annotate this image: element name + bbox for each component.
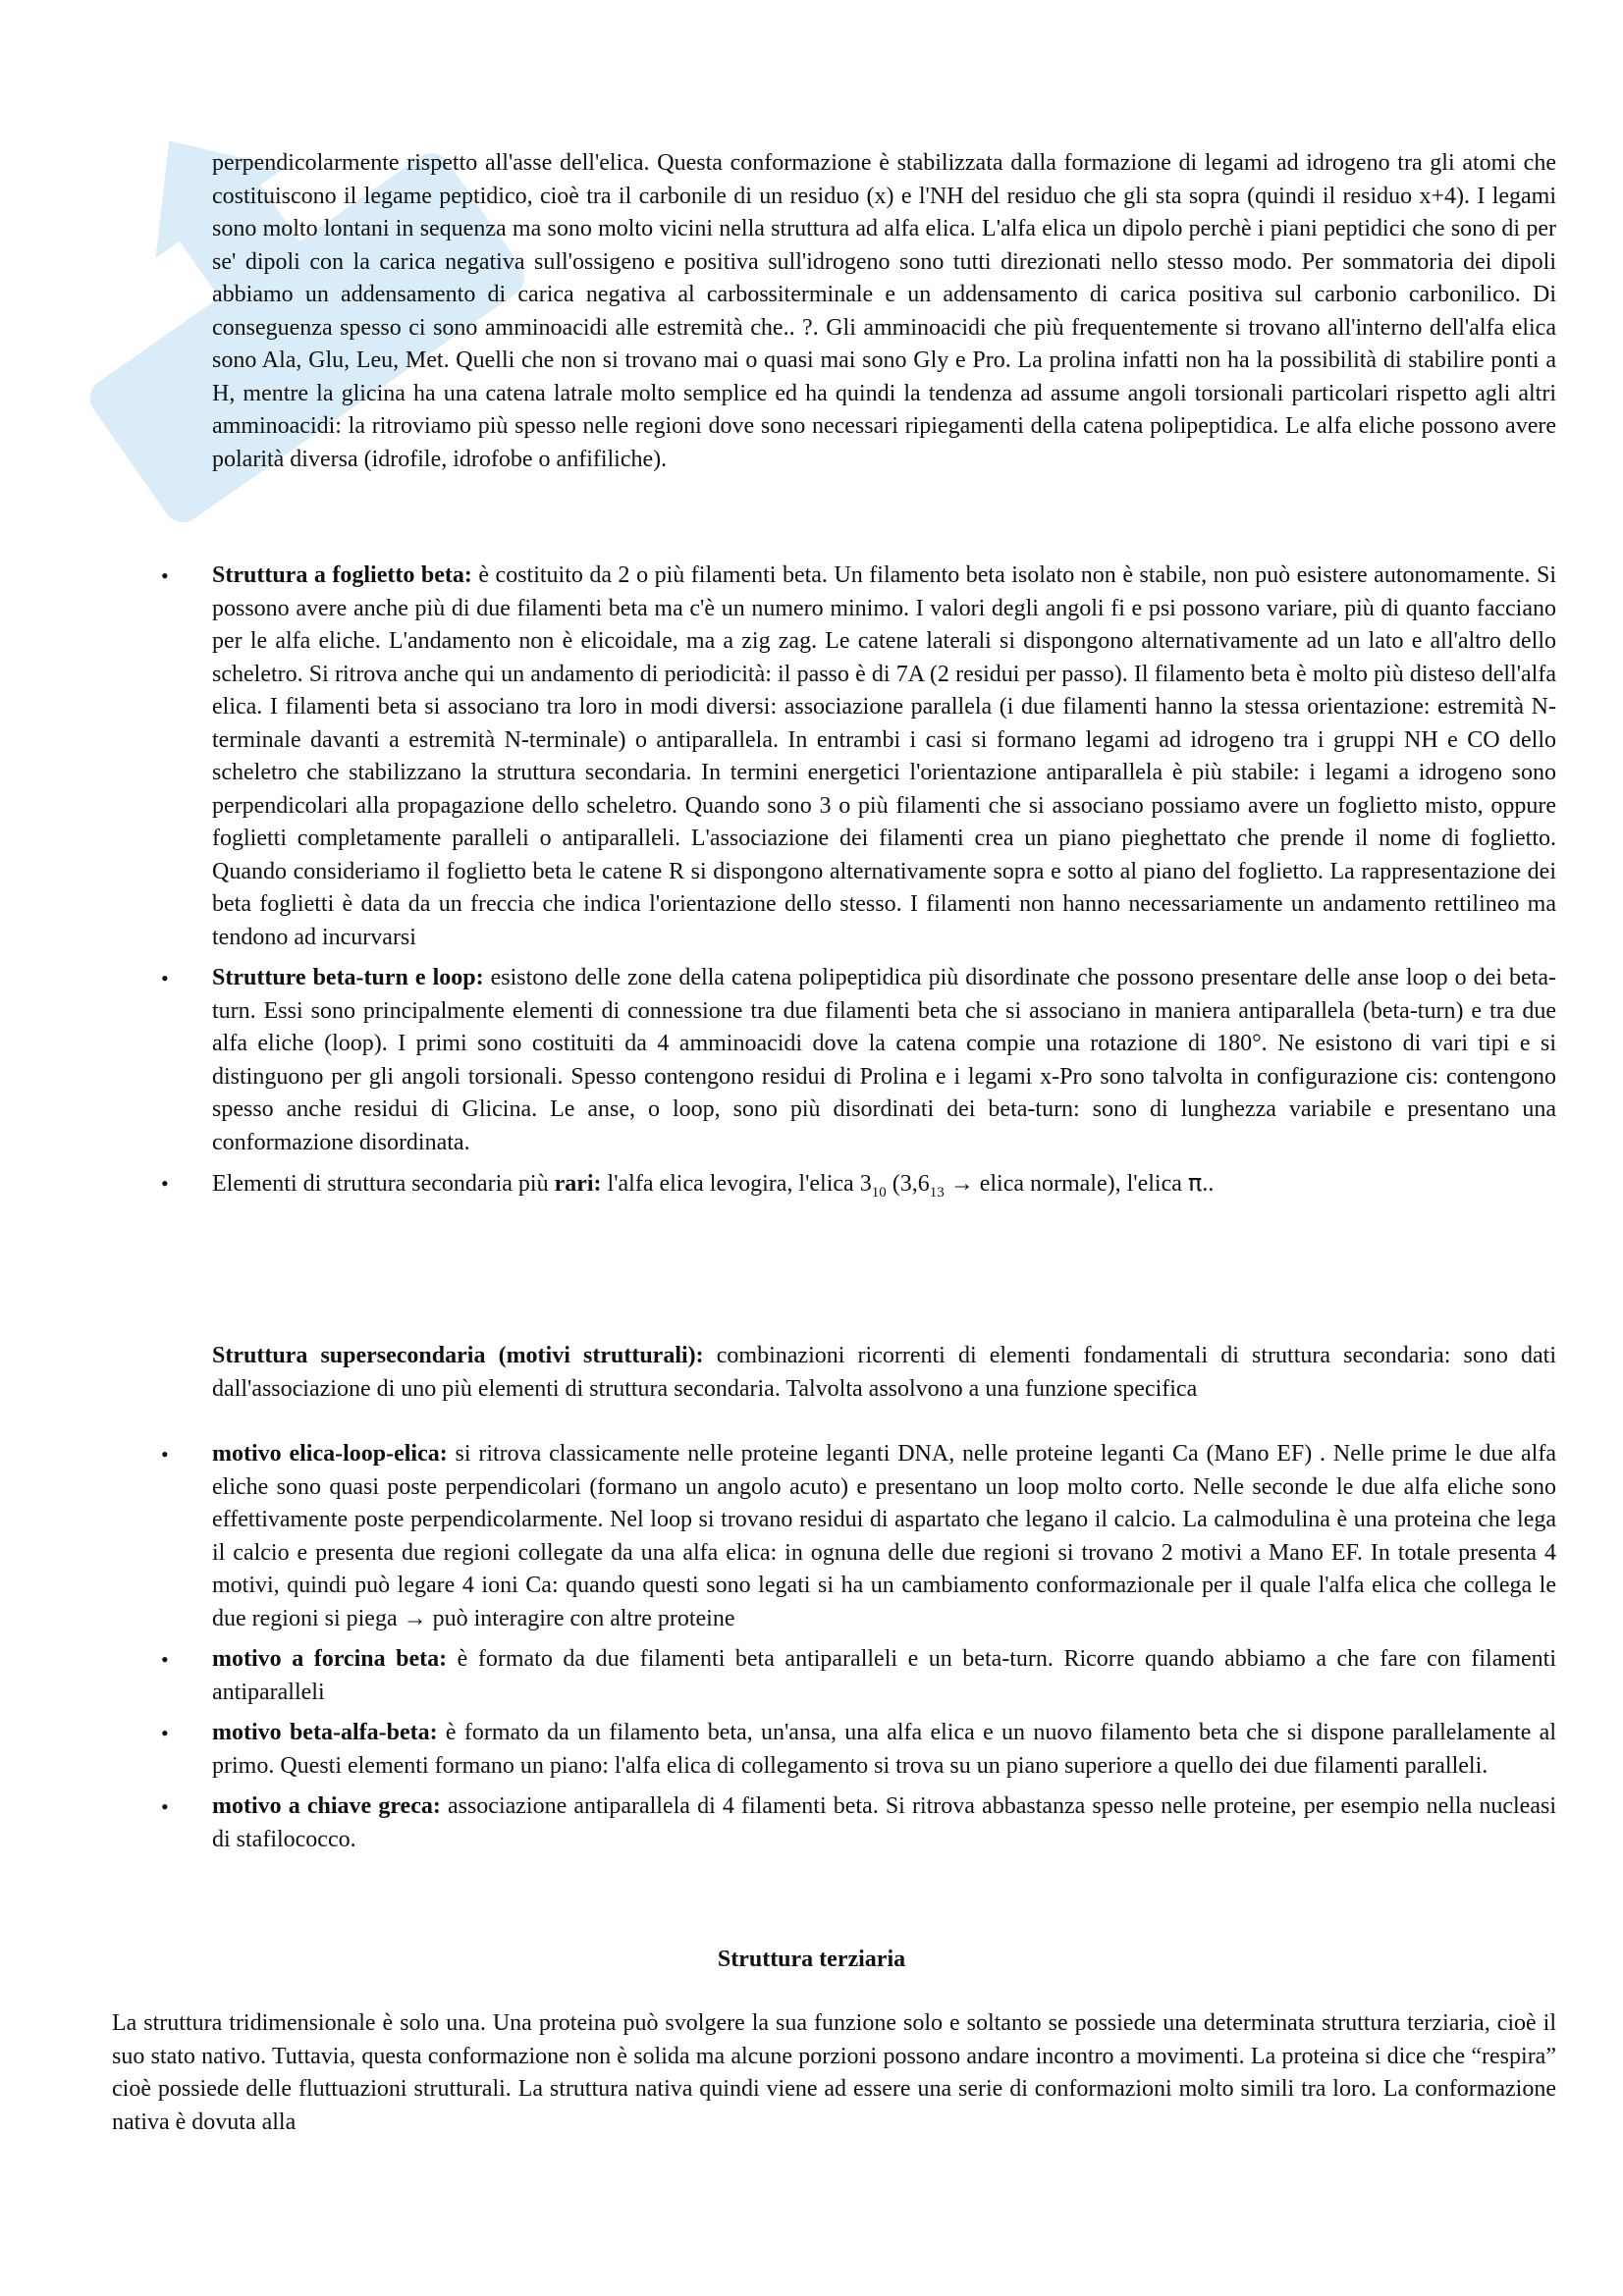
item-text: è costituito da 2 o più filamenti beta. Un filamento beta isolato non è stabile, non può esistere autonomamente. Si possono avere anche più di due filamenti beta ma c'è un numero minimo. I valori degli angoli fi e psi possono variare, più di quanto facciano per le alfa eliche. L'andamento non è elicoidale, ma a zig zag. Le catene laterali si dispongono alternativamente ad un lato e all'altro dello scheletro. Si ritrova anche qui un andamento di periodicità: il passo è di 7A (2 residui per passo). Il filamento beta è molto più disteso dell'alfa elica. I filamenti beta si associano tra loro in modi diversi: associazione parallela (i due filamenti hanno la stessa orientazione: estremità N-terminale davanti a estremità N-terminale) o antiparallela. In entrambi i casi si formano legami ad idrogeno tra i gruppi NH e CO dello scheletro che stabilizzano la struttura secondaria. In termini energetici l'orientazione antiparallela è più stabile: i legami a idrogeno sono perpendicolari alla propagazione dello scheletro. Quando sono 3 o più filamenti che si associano possiamo avere un foglietto misto, oppure foglietti completamente paralleli o antiparalleli. L'associazione dei filamenti crea un piano pieghettato che prende il nome di foglietto. Quando consideriamo il foglietto beta le catene R si dispongono alternativamente sopra e sotto al piano del foglietto. La rappresentazione dei beta foglietti è data da un freccia che indica l'orientazione dello stesso. I filamenti non hanno necessariamente un andamento rettilineo ma tendono ad incurvarsi <box>212 562 1556 950</box>
bullet-icon: • <box>161 1442 169 1467</box>
secondary-structure-list <box>161 560 1556 1209</box>
item-text: esistono delle zone della catena polipeptidica più disordinate che possono presentare delle anse loop o dei beta-turn. Essi sono principalmente elementi di connessione tra due filamenti beta che si associano in maniera antiparallela (beta-turn) e tra due alfa eliche (loop). I primi sono costituiti da 4 amminoacidi dove la catena compie una rotazione di 180°. Ne esistono di vari tipi e si distinguono per gli angoli torsionali. Spesso contengono residui di Prolina e i legami x-Pro sono talvolta in configurazione cis: contengono spesso anche residui di Glicina. Le anse, o loop, sono più disordinati dei beta-turn: sono di lunghezza variabile e presentano una conformazione disordinata. <box>212 965 1556 1155</box>
bullet-icon: • <box>161 563 169 588</box>
motifs-list <box>161 1438 1556 1864</box>
bullet-icon: • <box>161 1721 169 1745</box>
item-title: Struttura a foglietto beta: <box>212 562 472 588</box>
list-item: • motivo a chiave greca: associazione antiparallela di 4 filamenti beta. Si ritrova abbastanza spesso nelle proteine, per esempio nella nucleasi di stafilococco. <box>212 1790 1556 1856</box>
bullet-icon: • <box>161 1794 169 1819</box>
intro-paragraph: perpendicolarmente rispetto all'asse dell'elica. Questa conformazione è stabilizzata dalla formazione di legami ad idrogeno tra gli atomi che costituiscono il legame peptidico, cioè tra il carbonile di un residuo (x) e l'NH del residuo che gli sta sopra (quindi il residuo x+4). I legami sono molto lontani in sequenza ma sono molto vicini nella struttura ad alfa elica. L'alfa elica un dipolo perchè i piani peptidici che sono di per se' dipoli con la carica negativa sull'ossigeno e positiva sull'idrogeno sono tutti direzionati nello stesso modo. Per sommatoria dei dipoli abbiamo un addensamento di carica negativa al carbossiterminale e un addensamento di carica positiva sul carbonio carbonilico. Di conseguenza spesso ci sono amminoacidi alle estremità che.. ?. Gli amminoacidi che più frequentemente si trovano all'interno dell'alfa elica sono Ala, Glu, Leu, Met. Quelli che non si trovano mai o quasi mai sono Gly e Pro. La prolina infatti non ha la possibilità di stabilire ponti a H, mentre la glicina ha una catena latrale molto semplice ed ha quindi la tendenza ad assume angoli torsionali particolari rispetto agli altri amminoacidi: la ritroviamo più spesso nelle regioni dove sono necessari ripiegamenti della catena polipeptidica. Le alfa eliche possono avere polarità diversa (idrofile, idrofobe o anfifiliche). <box>212 150 1556 472</box>
section-heading: Struttura terziaria <box>717 1947 906 1972</box>
tertiary-paragraph: La struttura tridimensionale è solo una. Una proteina può svolgere la sua funzione solo e soltanto se possiede una determinata struttura terziaria, cioè il suo stato nativo. Tuttavia, questa conformazione non è solida ma alcune porzioni possono andare incontro a movimenti. La proteina si dice che “respira” cioè possiede delle fluttuazioni strutturali. La struttura nativa quindi viene ad essere una serie di conformazioni molto simili tra loro. La conformazione nativa è dovuta alla <box>112 2010 1556 2135</box>
bullet-icon: • <box>161 966 169 990</box>
supersecondary-paragraph: Struttura supersecondaria (motivi strutturali): combinazioni ricorrenti di elementi fondamentali di struttura secondaria: sono dati dall'associazione di uno più elementi di struttura secondaria. Talvolta assolvono a una funzione specifica <box>212 1343 1556 1402</box>
pi-symbol: π <box>1187 1169 1203 1197</box>
list-item <box>161 560 1556 954</box>
list-item <box>161 962 1556 1159</box>
list-item: • motivo beta-alfa-beta: è formato da un filamento beta, un'ansa, una alfa elica e un nuovo filamento beta che si dispone parallelamente al primo. Questi elementi formano un piano: l'alfa elica di collegamento si trova su un piano superiore a quello dei due filamenti paralleli. <box>212 1717 1556 1783</box>
bullet-icon: • <box>161 1171 169 1196</box>
list-item: • motivo elica-loop-elica: si ritrova classicamente nelle proteine leganti DNA, nelle proteine leganti Ca (Mano EF) . Nelle prime le due alfa eliche sono quasi poste perpendicolari (formano un angolo acuto) e presentano un loop molto corto. Nelle seconde le due alfa eliche sono effettivamente poste perpendicolarmente. Nel loop si trovano residui di aspartato che legano il calcio. La calmodulina è una proteina che lega il calcio e presenta due regioni collegate da una alfa elica: in ognuna delle due regioni si trovano 2 motivi a Mano EF. In totale presenta 4 motivi, quindi può legare 4 ioni Ca: quando questi sono legati si ha un cambiamento conformazionale per il quale l'alfa elica che collega le due regioni si piega → può interagire con altre proteine <box>212 1438 1556 1635</box>
list-item-rari: • Elementi di struttura secondaria più rari: l'alfa elica levogira, l'elica $3_{10}$ ($3,6_{13}$ → elica normale), l'elica π.. <box>161 1169 1215 1201</box>
bullet-icon: • <box>161 1647 169 1672</box>
list-item: • motivo a forcina beta: è formato da due filamenti beta antiparalleli e un beta-turn. Ricorre quando abbiamo a che fare con filamenti antiparalleli <box>212 1643 1556 1709</box>
item-title: Strutture beta-turn e loop: <box>212 965 484 990</box>
supersecondary-title: Struttura supersecondaria (motivi strutturali): <box>212 1343 704 1368</box>
